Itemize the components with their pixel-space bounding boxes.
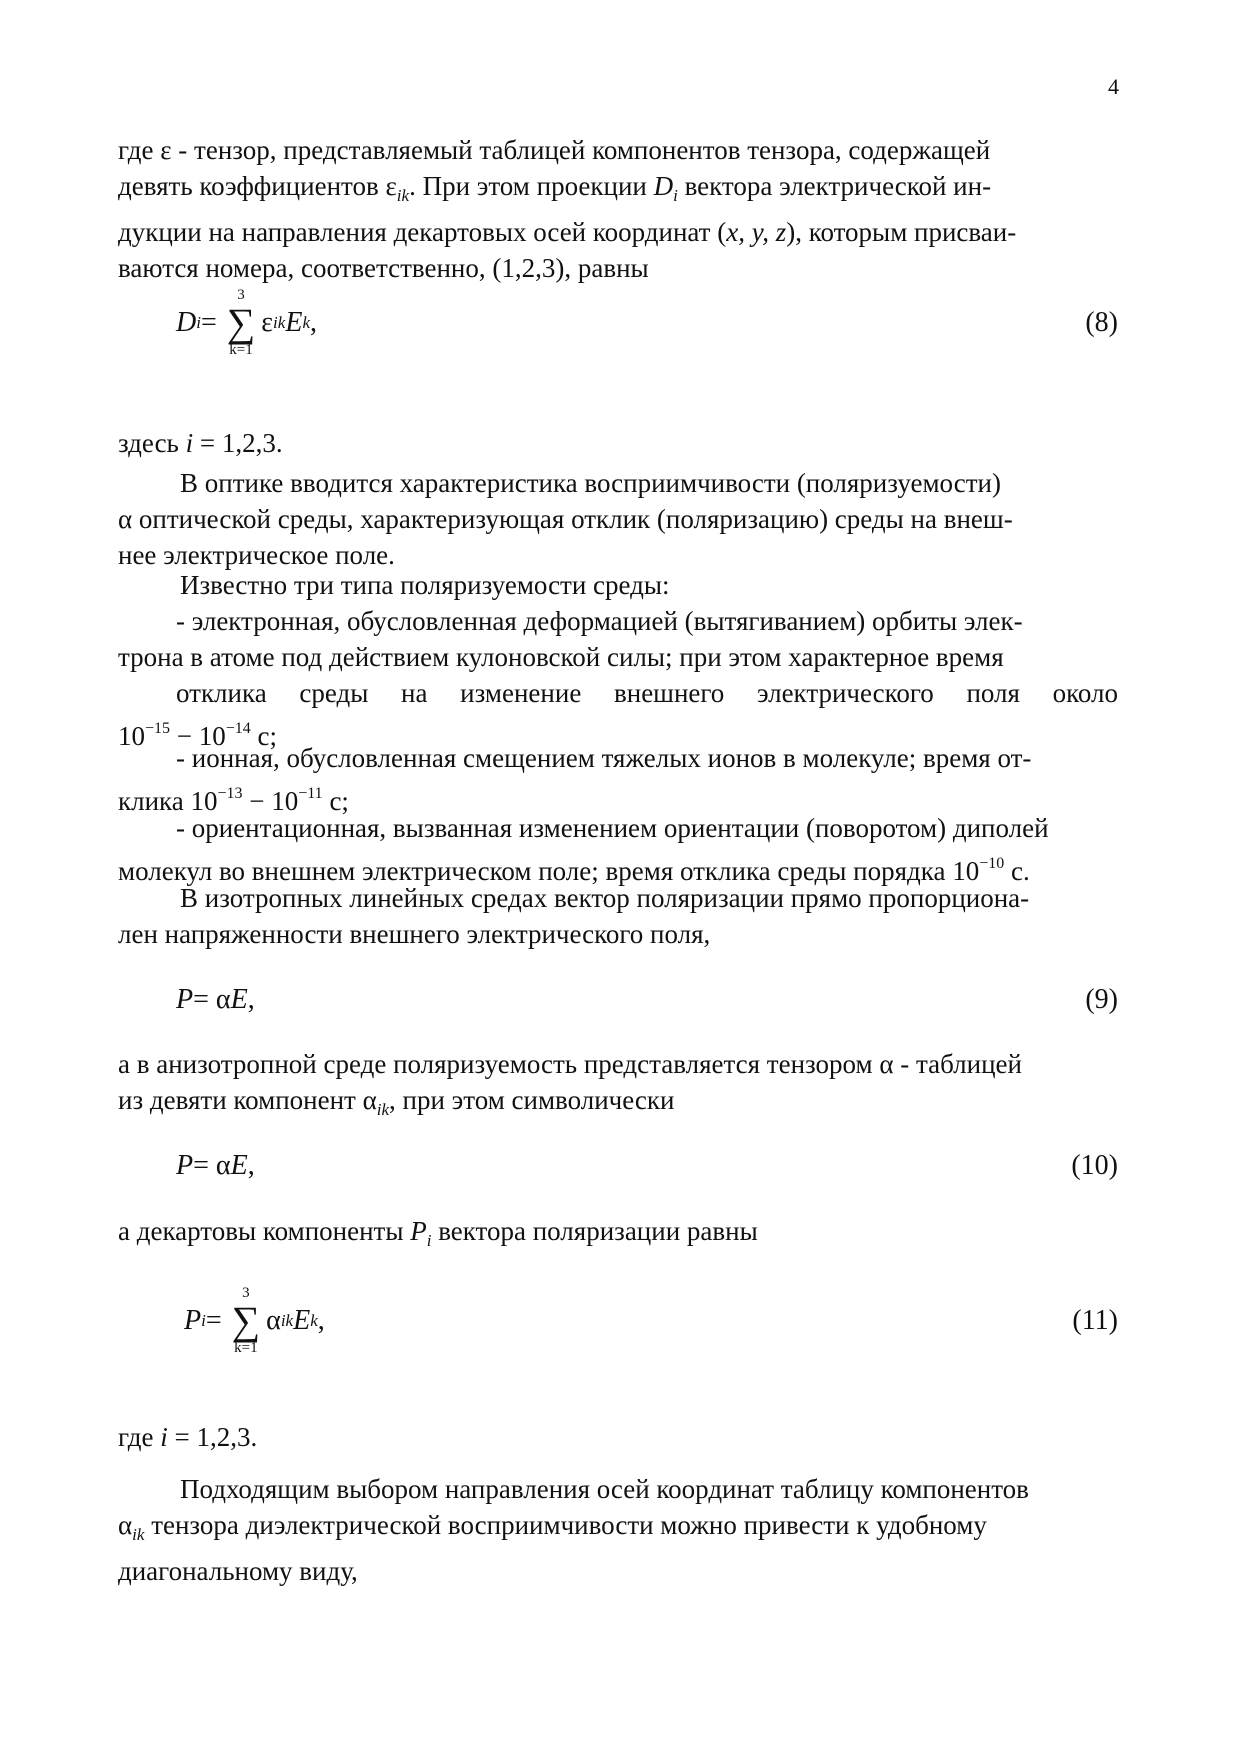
symbol-i: i — [185, 428, 194, 458]
text-line: дукции на направления декартовых осей координат ( — [118, 217, 727, 247]
coords-xyz: x, y, z — [726, 217, 787, 247]
superscript: −11 — [298, 785, 323, 802]
text-line: = 1,2,3. — [167, 1422, 258, 1452]
eq-symbol: P — [176, 984, 194, 1015]
text-line: ), которым присваи- — [786, 217, 1017, 247]
eq-subscript: ik — [273, 313, 286, 332]
paragraph-cartesian-components — [118, 1213, 1118, 1259]
superscript: −10 — [979, 855, 1005, 872]
symbol-i: i — [160, 1422, 168, 1452]
paragraph-anisotropic — [118, 1046, 1118, 1128]
text-line: диагональному виду, — [118, 1556, 358, 1586]
text-line: В изотропных линейных средах вектор поляризации прямо пропорциона- — [180, 883, 1030, 913]
equation-number: (11) — [1072, 1305, 1118, 1336]
equation-8-formula — [176, 278, 317, 368]
text-line: Подходящим выбором направления осей координат таблицу компонентов — [180, 1474, 1029, 1504]
sum-lower-limit: k=1 — [229, 342, 253, 358]
equation-11-formula — [184, 1276, 325, 1366]
equation-8 — [118, 278, 1118, 368]
text-line: молекул во внешнем электрическом поле; время отклика среды порядка 10 — [118, 856, 980, 886]
paragraph-isotropic — [118, 880, 1118, 952]
eq-symbol: D — [176, 307, 197, 338]
equation-9 — [118, 980, 1118, 1020]
text-line: нее электрическое поле. — [118, 540, 395, 570]
eq-tail: , — [317, 1305, 325, 1336]
subscript: ik — [396, 186, 410, 205]
eq-symbol: E — [230, 1150, 248, 1181]
text-line: α — [118, 1510, 133, 1540]
eq-term: ε — [261, 307, 274, 338]
text-line: − 10 — [170, 721, 226, 751]
sum-upper-limit: 3 — [242, 1285, 250, 1301]
text-line: из девяти компонент α — [118, 1085, 377, 1115]
eq-subscript: i — [201, 1311, 206, 1330]
text-line: В оптике вводится характеристика восприимчивости (поляризуемости) — [180, 468, 1001, 498]
equation-11 — [118, 1276, 1118, 1366]
text-line: где ε - тензор, представляемый таблицей компонентов тензора, содержащей — [118, 135, 991, 165]
text-line: = 1,2,3. — [193, 428, 283, 458]
symbol-D: D — [653, 171, 674, 201]
eq-subscript: ik — [280, 1311, 294, 1330]
text-line: лен напряженности внешнего электрического поля, — [118, 919, 711, 949]
paragraph-susceptibility — [118, 465, 1118, 573]
eq-term: = α — [193, 984, 231, 1015]
paragraph-electronic — [118, 603, 1118, 754]
eq-term: = α — [193, 1150, 231, 1181]
eq-tail: , — [247, 1150, 255, 1181]
text-line: Известно три типа поляризуемости среды: — [180, 570, 670, 600]
equation-10-formula — [176, 1146, 255, 1186]
equation-9-formula — [176, 980, 255, 1020]
text-line: α оптической среды, характеризующая отклик (поляризацию) среды на внеш- — [118, 504, 1013, 534]
eq-symbol: E — [293, 1305, 311, 1336]
eq-term: α — [266, 1305, 281, 1336]
page-number: 4 — [1108, 74, 1119, 99]
text-line: девять коэффициентов ε — [118, 171, 397, 201]
sum-lower-limit: k=1 — [234, 1340, 258, 1356]
text-line: тензора диэлектрической восприимчивости можно привести к удобному — [144, 1510, 987, 1540]
paragraph-ionic — [118, 740, 1118, 819]
text-line: - ориентационная, вызванная изменением ориентации (поворотом) диполей — [176, 813, 1049, 843]
superscript: −14 — [225, 720, 251, 737]
text-line: . При этом проекции — [409, 171, 647, 201]
equation-number: (8) — [1085, 307, 1118, 338]
sum-operator — [227, 288, 256, 358]
subscript: i — [673, 186, 678, 205]
eq-symbol: E — [230, 984, 248, 1015]
text-line: отклика среды на изменение внешнего электрического поля около — [176, 678, 1118, 708]
text-line: а в анизотропной среде поляризуемость представляется тензором α - таблицей — [118, 1049, 1022, 1079]
text-line: ваются номера, соответственно, (1,2,3), равны — [118, 253, 649, 283]
paragraph-diagonal-form — [118, 1471, 1118, 1589]
subscript: i — [426, 1231, 432, 1250]
eq-tail: , — [309, 307, 317, 338]
text-line: - электронная, обусловленная деформацией (вытягиванием) орбиты элек- — [176, 606, 1023, 636]
equation-number: (9) — [1085, 984, 1118, 1015]
text-line: а декартовы компоненты — [118, 1216, 404, 1246]
eq-subscript: i — [196, 313, 201, 332]
eq-symbol: P — [184, 1305, 202, 1336]
superscript: −15 — [145, 720, 171, 737]
text-line: клика 10 — [118, 786, 218, 816]
paragraph-index-note — [118, 425, 1118, 461]
equation-10 — [118, 1146, 1118, 1186]
paragraph-tensor-intro — [118, 132, 1118, 286]
paragraph-index-note-2 — [118, 1419, 1118, 1455]
sum-operator — [232, 1286, 261, 1356]
text-line: с. — [1004, 856, 1030, 886]
subscript: ik — [376, 1100, 390, 1119]
text-line: где — [118, 1422, 154, 1452]
eq-sign: = — [200, 307, 217, 338]
text-line: здесь — [118, 428, 179, 458]
text-line: вектора поляризации равны — [438, 1216, 758, 1246]
superscript: −13 — [217, 785, 243, 802]
eq-subscript: k — [302, 313, 310, 332]
text-line: - ионная, обусловленная смещением тяжелых ионов в молекуле; время от- — [176, 743, 1032, 773]
eq-symbol: E — [285, 307, 303, 338]
text-line: трона в атоме под действием кулоновской силы; при этом характерное время — [118, 642, 1004, 672]
eq-subscript: k — [310, 1311, 318, 1330]
eq-sign: = — [205, 1305, 222, 1336]
symbol-P: P — [410, 1216, 427, 1246]
sum-upper-limit: 3 — [237, 287, 245, 303]
text-line: вектора электрической ин- — [684, 171, 992, 201]
sigma-symbol: ∑ — [231, 1298, 261, 1343]
eq-symbol: P — [176, 1150, 194, 1181]
text-line: 10 — [118, 721, 145, 751]
text-line: с; — [322, 786, 349, 816]
paragraph-orientational — [118, 810, 1118, 889]
text-line: , при этом символически — [389, 1085, 675, 1115]
paragraph-polarization-types — [118, 567, 1118, 603]
text-line: с; — [250, 721, 278, 751]
subscript: ik — [132, 1525, 145, 1544]
equation-number: (10) — [1071, 1150, 1118, 1181]
sigma-symbol: ∑ — [226, 300, 256, 345]
text-line: − 10 — [242, 786, 299, 816]
eq-tail: , — [247, 984, 255, 1015]
